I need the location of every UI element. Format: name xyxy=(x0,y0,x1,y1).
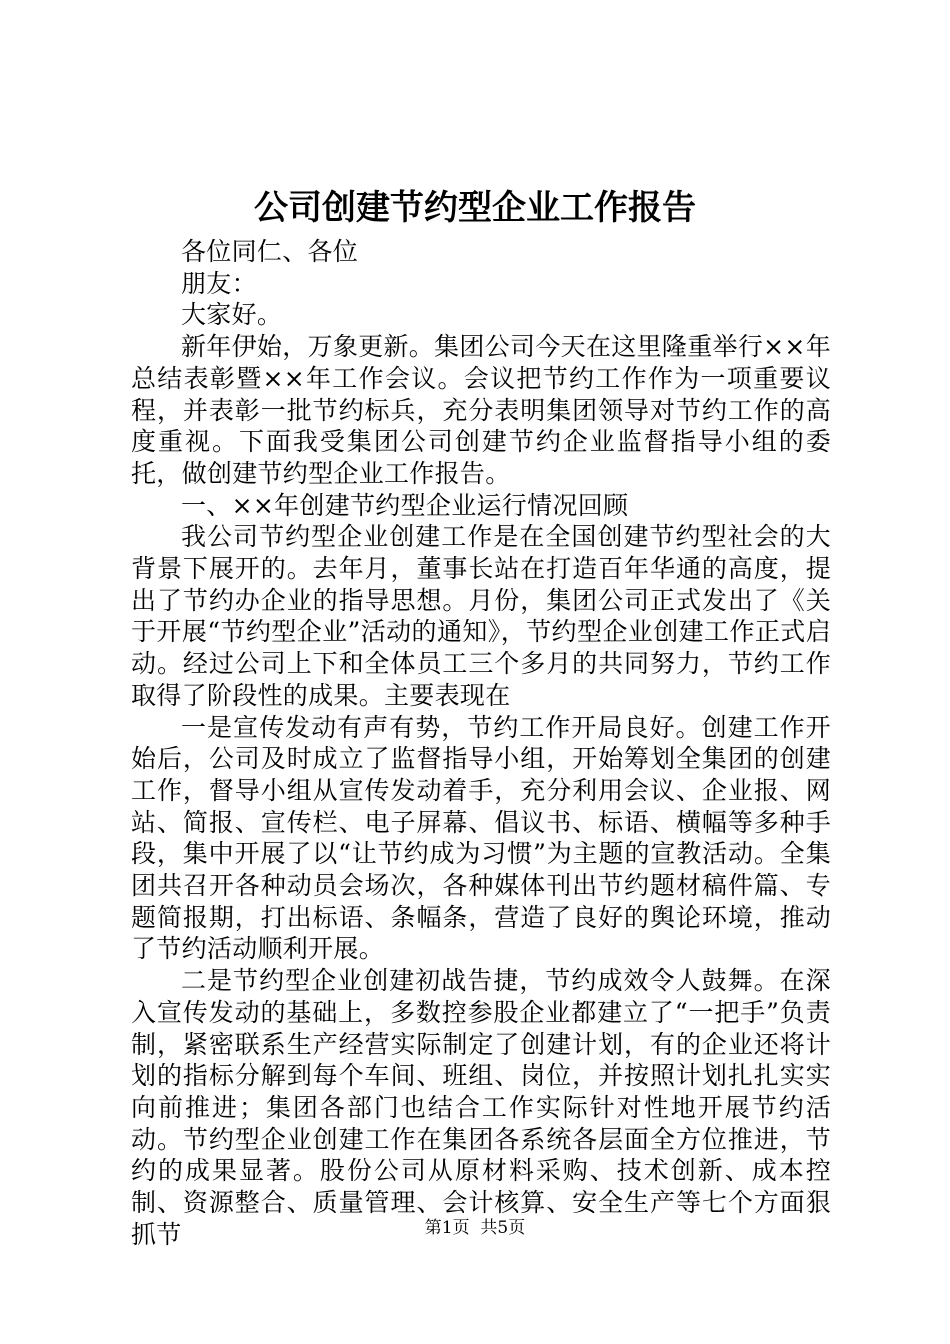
footer-separator xyxy=(470,1218,481,1238)
intro-paragraph: 新年伊始，万象更新。集团公司今天在这里隆重举行××年总结表彰暨××年工作会议。会议把节约工作作为一项重要议程，并表彰一批节约标兵，充分表明集团领导对节约工作的高度重视。下面我受集团公司创建节约企业监督指导小组的委托，做创建节约型企业工作报告。 xyxy=(131,332,831,488)
page-number: 第1页 xyxy=(424,1218,470,1238)
point-one-paragraph: 一是宣传发动有声有势，节约工作开局良好。创建工作开始后，公司及时成立了监督指导小组，开始筹划全集团的创建工作，督导小组从宣传发动着手，充分利用会议、企业报、网站、简报、宣传栏、电子屏幕、倡议书、标语、横幅等多种手段，集中开展了以“让节约成为习惯”为主题的宣教活动。全集团共召开各种动员会场次，各种媒体刊出节约题材稿件篇、专题简报期，打出标语、条幅条，营造了良好的舆论环境，推动了节约活动顺利开展。 xyxy=(131,712,831,964)
point-two-paragraph: 二是节约型企业创建初战告捷，节约成效令人鼓舞。在深入宣传发动的基础上，多数控参股企业都建立了“一把手”负责制，紧密联系生产经营实际制定了创建计划，有的企业还将计划的指标分解到每个车间、班组、岗位，并按照计划扎扎实实向前推进；集团各部门也结合工作实际针对性地开展节约活动。节约型企业创建工作在集团各系统各层面全方位推进，节约的成果显著。股份公司从原材料采购、技术创新、成本控制、资源整合、质量管理、会计核算、安全生产等七个方面狠抓节 xyxy=(131,966,831,1249)
section-heading-1: 一、××年创建节约型企业运行情况回顾 xyxy=(181,490,629,520)
greeting-line-1: 各位同仁、各位 xyxy=(181,237,359,266)
page-footer xyxy=(0,1216,950,1240)
background-paragraph: 我公司节约型企业创建工作是在全国创建节约型社会的大背景下展开的。去年月，董事长站在打造百年华通的高度，提出了节约办企业的指导思想。月份，集团公司正式发出了《关于开展“节约型企业”活动的通知》，节约型企业创建工作正式启动。经过公司上下和全体员工三个多月的共同努力，节约工作取得了阶段性的成果。主要表现在 xyxy=(131,522,831,710)
greeting-line-2: 朋友： xyxy=(181,268,257,298)
page-total: 共5页 xyxy=(480,1218,526,1238)
greeting-line-3: 大家好。 xyxy=(181,300,283,330)
document-body xyxy=(131,236,831,1251)
document-title: 公司创建节约型企业工作报告 xyxy=(254,188,696,228)
